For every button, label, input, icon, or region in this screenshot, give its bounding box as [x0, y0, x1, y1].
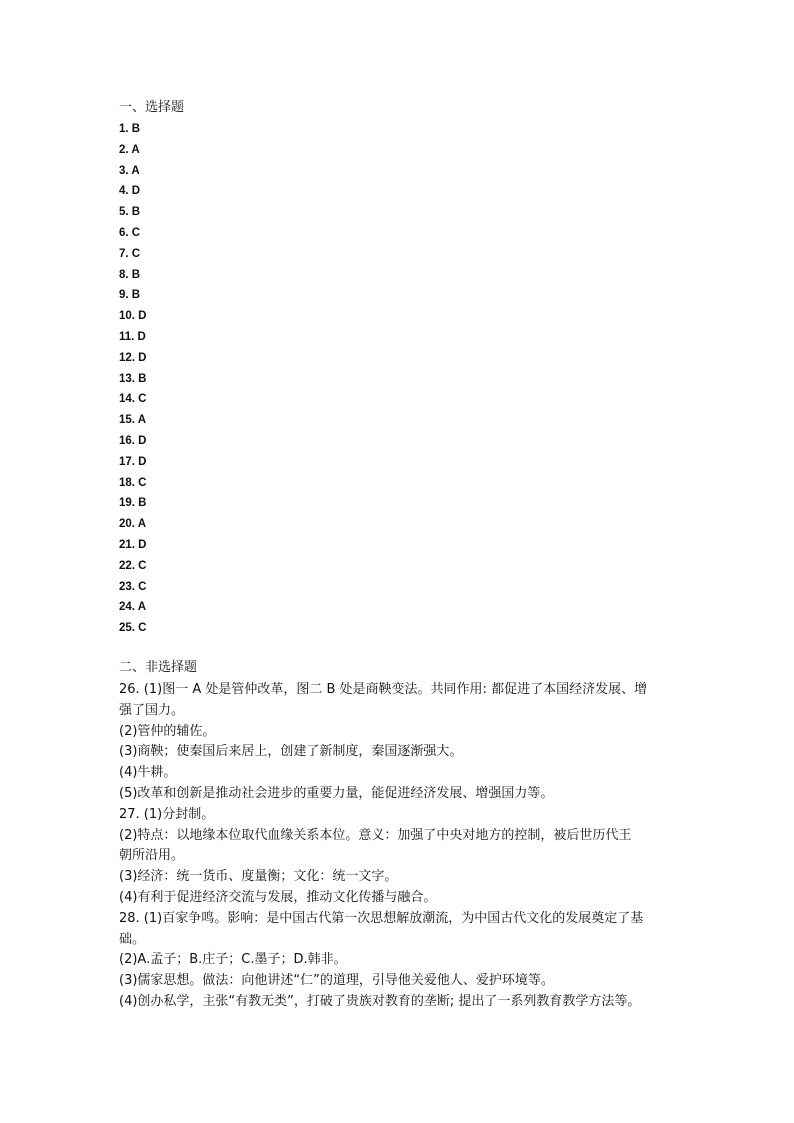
answer-line: (3)经济：统一货币、度量衡；文化：统一文字。 — [119, 869, 398, 885]
answer-line: (4)创办私学，主张“有教无类”，打破了贵族对教育的垄断; 提出了一系列教育教学方法等。 — [119, 993, 641, 1009]
answer-line: 强了国力。 — [119, 702, 185, 718]
answer-item: 7. C — [119, 247, 141, 260]
answer-line: 28. (1)百家争鸣。影响：是中国古代第一次思想解放潮流，为中国古代文化的发展奠定了基 — [119, 910, 644, 926]
answer-line: 26. (1)图一 A 处是管仲改革，图二 B 处是商鞅变法。共同作用: 都促进了本国经济发展、增 — [119, 682, 648, 697]
answer-line: 朝所沿用。 — [119, 848, 185, 864]
answer-item: 13. B — [119, 372, 147, 385]
answer-item: 10. D — [119, 310, 147, 323]
answer-item: 15. A — [119, 414, 147, 427]
answer-item: 19. B — [119, 497, 147, 510]
answer-item: 5. B — [119, 206, 141, 219]
answer-line: (4)牛耕。 — [119, 765, 177, 781]
answer-item: 6. C — [119, 226, 141, 239]
section-title-multiple-choice: 一、选择题 — [119, 100, 185, 115]
non-choice-answer-block — [119, 680, 679, 1013]
answer-item: 21. D — [119, 538, 147, 551]
answer-item: 9. B — [119, 289, 141, 302]
answer-line: (5)改革和创新是推动社会进步的重要力量，能促进经济发展、增强国力等。 — [119, 785, 554, 801]
answer-item: 3. A — [119, 164, 140, 177]
answer-item: 4. D — [119, 185, 141, 198]
answer-item: 16. D — [119, 434, 147, 447]
answer-item: 11. D — [119, 330, 146, 343]
answer-item: 20. A — [119, 518, 147, 531]
answer-item: 8. B — [119, 268, 141, 281]
answer-line: (2)管仲的辅佐。 — [119, 723, 216, 739]
answer-line: (3)儒家思想。做法：向他讲述“仁”的道理，引导他关爱他人、爱护环境等。 — [119, 973, 554, 989]
section-title-non-choice: 二、非选择题 — [119, 660, 198, 675]
answer-item: 2. A — [119, 143, 140, 156]
answer-item: 24. A — [119, 601, 147, 614]
answer-line: (3)商鞅；使秦国后来居上，创建了新制度，秦国逐渐强大。 — [119, 744, 463, 760]
answer-item: 18. C — [119, 476, 147, 489]
answer-line: (4)有利于促进经济交流与发展，推动文化传播与融合。 — [119, 889, 437, 905]
answer-line: 础。 — [119, 931, 146, 947]
answer-item: 14. C — [119, 393, 147, 406]
multiple-choice-answer-list — [119, 119, 319, 639]
answer-line: 27. (1)分封制。 — [119, 806, 215, 822]
answer-item: 22. C — [119, 559, 147, 572]
answer-item: 12. D — [119, 351, 147, 364]
answer-item: 25. C — [119, 622, 147, 635]
answer-item: 23. C — [119, 580, 147, 593]
answer-line: (2)特点：以地缘本位取代血缘关系本位。意义：加强了中央对地方的控制，被后世历代王 — [119, 827, 632, 843]
answer-item: 17. D — [119, 455, 147, 468]
answer-item: 1. B — [119, 123, 141, 135]
answer-line: (2)A.孟子；B.庄子；C.墨子；D.韩非。 — [119, 952, 347, 968]
